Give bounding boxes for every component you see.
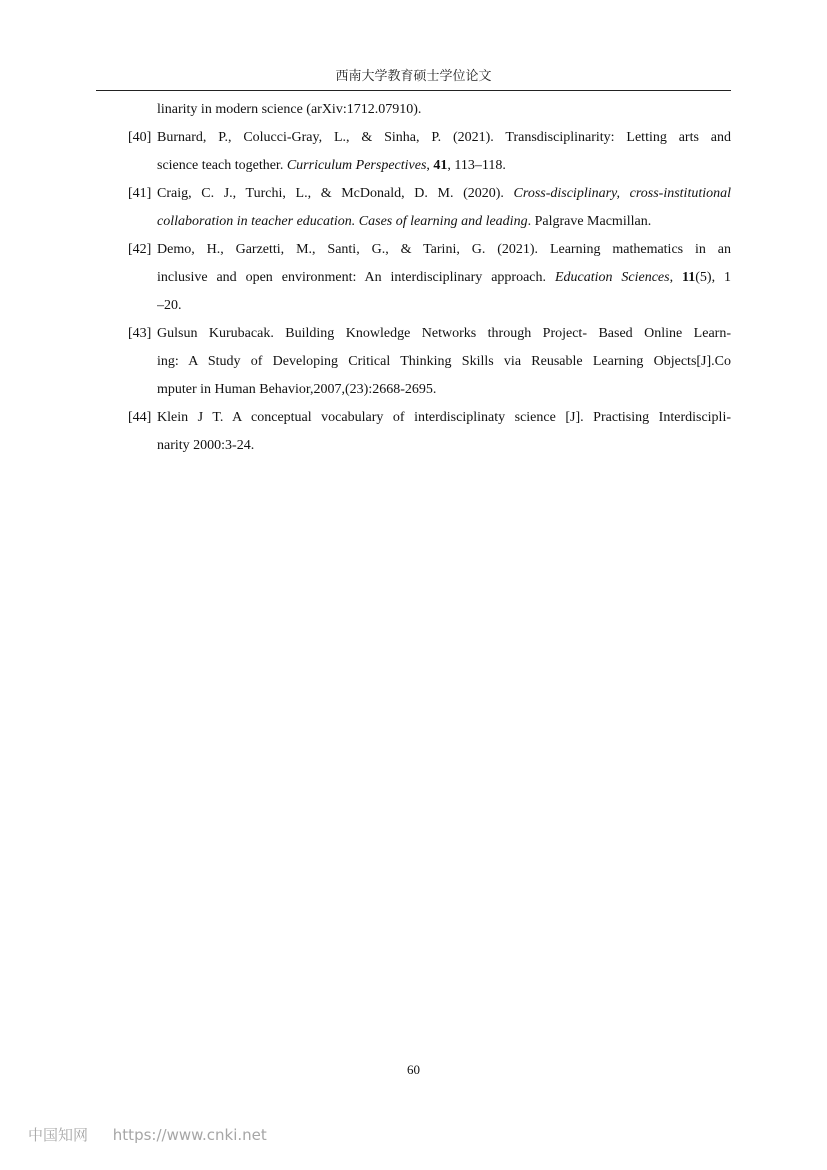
italic-segment: collaboration in teacher education. Cases of learning and leading [157, 214, 528, 229]
reference-text [157, 208, 731, 236]
reference-line [96, 236, 731, 264]
reference-entry [96, 320, 731, 404]
text-segment: mputer in Human Behavior,2007,(23):2668-2695. [157, 382, 437, 397]
page-number: 60 [407, 1062, 420, 1077]
reference-line [96, 320, 731, 348]
reference-text [157, 180, 731, 208]
text-segment: Craig, C. J., Turchi, L., & McDonald, D. M. (2020). [157, 186, 514, 201]
reference-number: [43] [128, 326, 152, 341]
reference-line [96, 264, 731, 292]
text-segment: . Palgrave Macmillan. [527, 214, 652, 229]
cnki-watermark [28, 1124, 267, 1145]
text-segment: , [426, 158, 434, 173]
reference-line [96, 292, 731, 320]
reference-text [157, 124, 731, 152]
reference-line [96, 208, 731, 236]
reference-text [157, 348, 731, 376]
italic-segment: Education Sciences [554, 270, 670, 285]
reference-entry [96, 236, 731, 320]
watermark-brand: 中国知网 [28, 1126, 89, 1144]
text-segment: , 113–118. [447, 158, 506, 173]
text-segment: inclusive and open environment: An interdisciplinary approach. [157, 270, 555, 285]
reference-entry [96, 124, 731, 180]
reference-line [96, 404, 731, 432]
reference-text [157, 264, 731, 292]
reference-entry [96, 96, 731, 124]
reference-text [157, 236, 731, 264]
reference-text [157, 376, 731, 404]
reference-text [157, 404, 731, 432]
text-segment: (5), 1 [695, 270, 731, 285]
italic-segment: Cross-disciplinary, cross-institutional [513, 186, 731, 201]
reference-number: [42] [128, 242, 152, 257]
text-segment: Klein J T. A conceptual vocabulary of interdisciplinaty science [J]. Practising Interdiscipli- [157, 410, 731, 425]
text-segment: , [669, 270, 683, 285]
reference-line [96, 376, 731, 404]
reference-text [157, 152, 731, 180]
text-segment: science teach together. [157, 158, 287, 173]
text-segment: –20. [157, 298, 182, 313]
header-rule [96, 90, 731, 91]
reference-text [157, 320, 731, 348]
reference-text [157, 96, 731, 124]
italic-segment: Curriculum Perspectives [286, 158, 427, 173]
reference-line [96, 432, 731, 460]
reference-line [96, 96, 731, 124]
watermark-url: https://www.cnki.net [112, 1126, 267, 1144]
text-segment: Demo, H., Garzetti, M., Santi, G., & Tarini, G. (2021). Learning mathematics in an [157, 242, 731, 257]
text-segment: narity 2000:3-24. [157, 438, 255, 453]
reference-text [157, 292, 731, 320]
reference-number: [40] [128, 130, 152, 145]
text-segment: Gulsun Kurubacak. Building Knowledge Networks through Project- Based Online Learn- [157, 326, 731, 341]
reference-line [96, 124, 731, 152]
reference-entry [96, 180, 731, 236]
reference-line [96, 180, 731, 208]
reference-number: [41] [128, 186, 152, 201]
text-segment: ing: A Study of Developing Critical Thinking Skills via Reusable Learning Objects[J].Co [157, 354, 731, 369]
reference-text [157, 432, 731, 460]
running-header: 西南大学教育硕士学位论文 [335, 69, 492, 84]
text-segment: Burnard, P., Colucci-Gray, L., & Sinha, P. (2021). Transdisciplinarity: Letting arts and [157, 130, 731, 145]
reference-number: [44] [128, 410, 152, 425]
bold-segment: 41 [433, 158, 448, 173]
reference-entry [96, 404, 731, 460]
text-segment: linarity in modern science (arXiv:1712.07910). [157, 102, 422, 117]
bold-segment: 11 [682, 270, 696, 285]
reference-line [96, 152, 731, 180]
reference-list [96, 96, 731, 460]
reference-line [96, 348, 731, 376]
